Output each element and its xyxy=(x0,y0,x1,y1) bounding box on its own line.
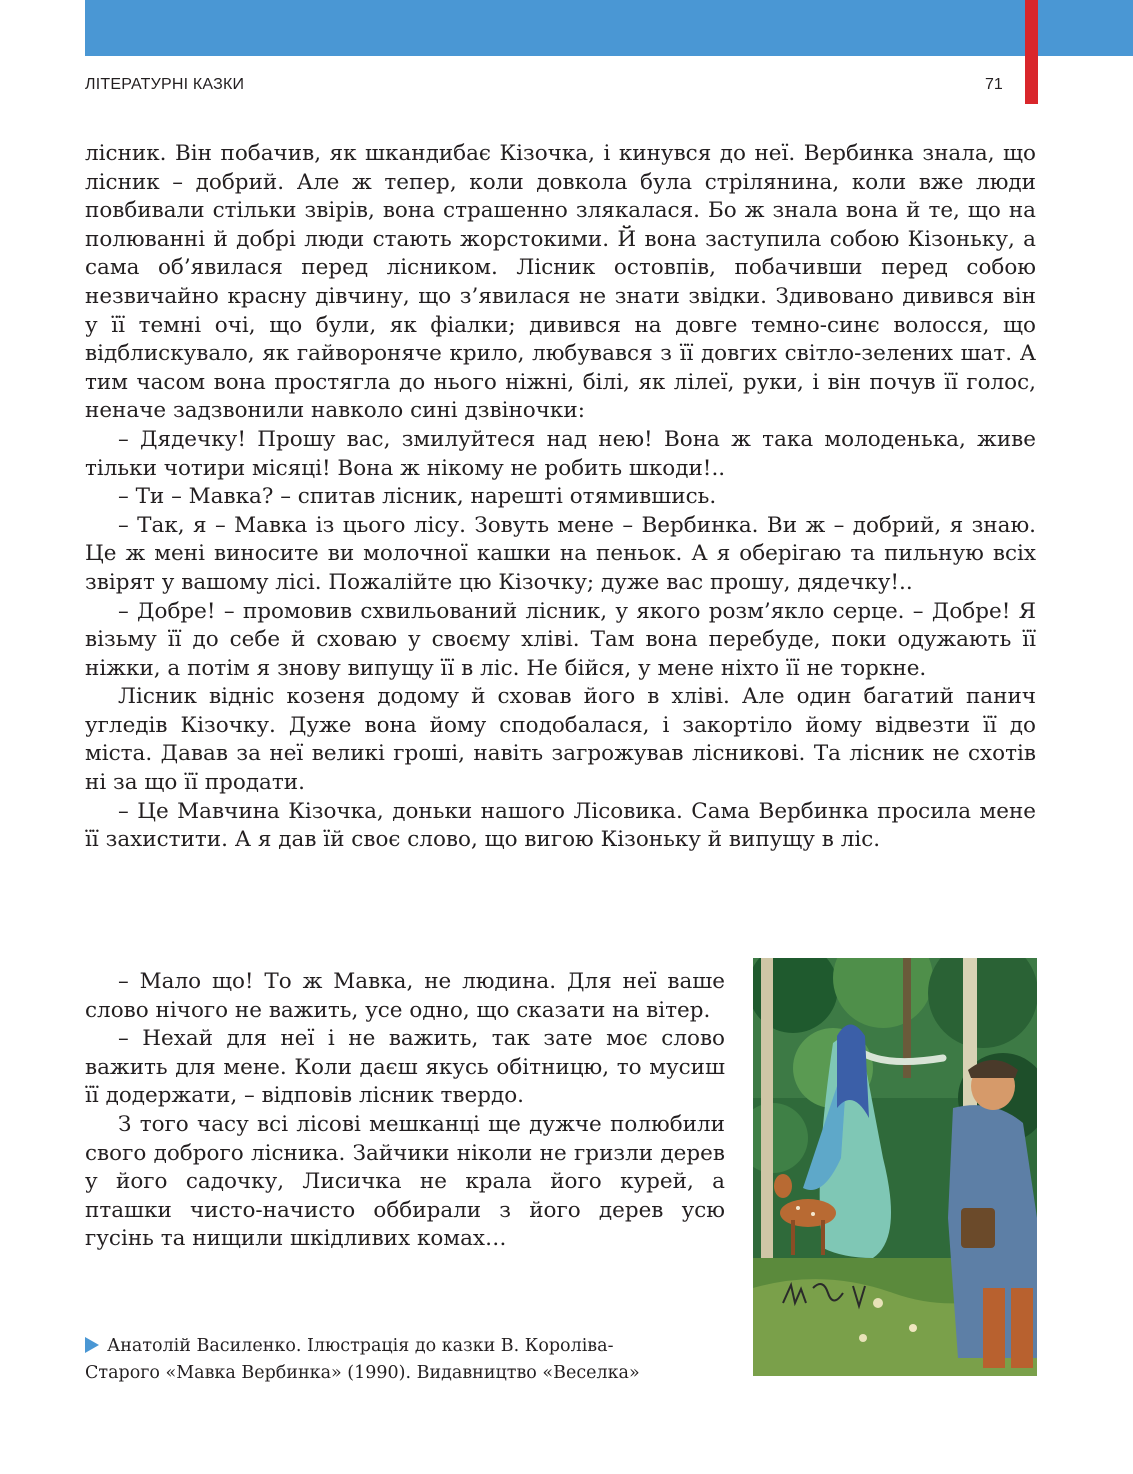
paragraph: Лісник відніс козеня додому й сховав його в хліві. Але один багатий панич угледів Кізочку. Дуже вона йому сподобалася, і закортіло йому відвезти її до міста. Давав за неї великі гроші, навіть загрожував лісникові. Та лісник не схотів ні за що її продати. xyxy=(85,684,1036,796)
paragraph: З того часу всі лісові мешканці ще дужче полюбили свого доброго лісника. Зайчики ніколи не гризли дерев у його садочку, Лисичка не крала його курей, а пташки чисто-начисто оббирали з його дерев усю гусінь та нищили шкідливих комах… xyxy=(85,1111,725,1252)
paragraph: – Нехай для неї і не важить, так зате моє слово важить для мене. Коли даєш якусь обітницю, то мусиш її додержати, – відповів лісник твердо. xyxy=(85,1026,725,1109)
paragraph: – Так, я – Мавка із цього лісу. Зовуть мене – Вербинка. Ви ж – добрий, я знаю. Це ж мені виносите ви молочної кашки на пеньок. А я оберігаю та пильную всіх звірят у вашому лісі. Пожалійте цю Кізочку; дуже вас прошу, дядечку!.. xyxy=(85,512,1036,595)
paragraph: – Мало що! То ж Мавка, не людина. Для неї ваше слово нічого не важить, усе одно, що сказати на вітер. xyxy=(85,969,725,1023)
running-head: ЛІТЕРАТУРНІ КАЗКИ xyxy=(85,76,245,93)
page-edge-marker xyxy=(1025,0,1038,104)
caption-line-2: Старого «Мавка Вербинка» (1990). Видавництво «Веселка» xyxy=(85,1363,640,1383)
paragraph: – Це Мавчина Кізочка, доньки нашого Лісовика. Сама Вербинка просила мене її захистити. А я дав їй своє слово, що вигою Кізоньку й випущу в ліс. xyxy=(85,798,1036,853)
body-text-full-width xyxy=(85,140,1036,855)
illustration-caption xyxy=(85,1333,745,1387)
paragraph: – Ти – Мавка? – спитав лісник, нарешті отямившись. xyxy=(118,484,717,510)
triangle-marker-icon xyxy=(85,1337,99,1353)
page-number: 71 xyxy=(985,76,1003,93)
caption-line-1: Анатолій Василенко. Ілюстрація до казки В. Короліва- xyxy=(107,1336,614,1356)
paragraph: – Добре! – промовив схвильований лісник, у якого розм’якло серце. – Добре! Я візьму її до себе й сховаю у своєму хліві. Там вона перебуде, поки одужають її ніжки, а потім я знову випущу її в ліс. Не бійся, у мене ніхто її не торкне. xyxy=(85,598,1036,681)
header-color-band xyxy=(85,0,1133,56)
body-text-beside-illustration xyxy=(85,968,725,1254)
paragraph: лісник. Він побачив, як шкандибає Кізочка, і кинувся до неї. Вербинка знала, що лісник – добрий. Але ж тепер, коли довкола була стрілянина, коли вже люди повбивали стільки звірів, вона страшенно злякалася. Бо ж знала вона й те, що на полюванні й добрі люди стають жорстокими. Й вона заступила собою Кізоньку, а сама об’явилася перед лісником. Лісник остовпів, побачивши перед собою незвичайно красну дівчину, що з’явилася не знати звідки. Здивовано дивився він у її темні очі, що були, як фіалки; дивився на довге темно-синє волосся, що відблискувало, як гайвороняче крило, любувався з її довгих світло-зелених шат. А тим часом вона простягла до нього ніжні, білі, як лілеї, руки, і він почув її голос, неначе задзвонили навколо сині дзвіночки: xyxy=(85,141,1036,424)
illustration-mavka-and-forester xyxy=(753,958,1037,1376)
paragraph: – Дядечку! Прошу вас, змилуйтеся над нею! Вона ж така молоденька, живе тільки чотири місяці! Вона ж нікому не робить шкоди!.. xyxy=(85,426,1036,481)
